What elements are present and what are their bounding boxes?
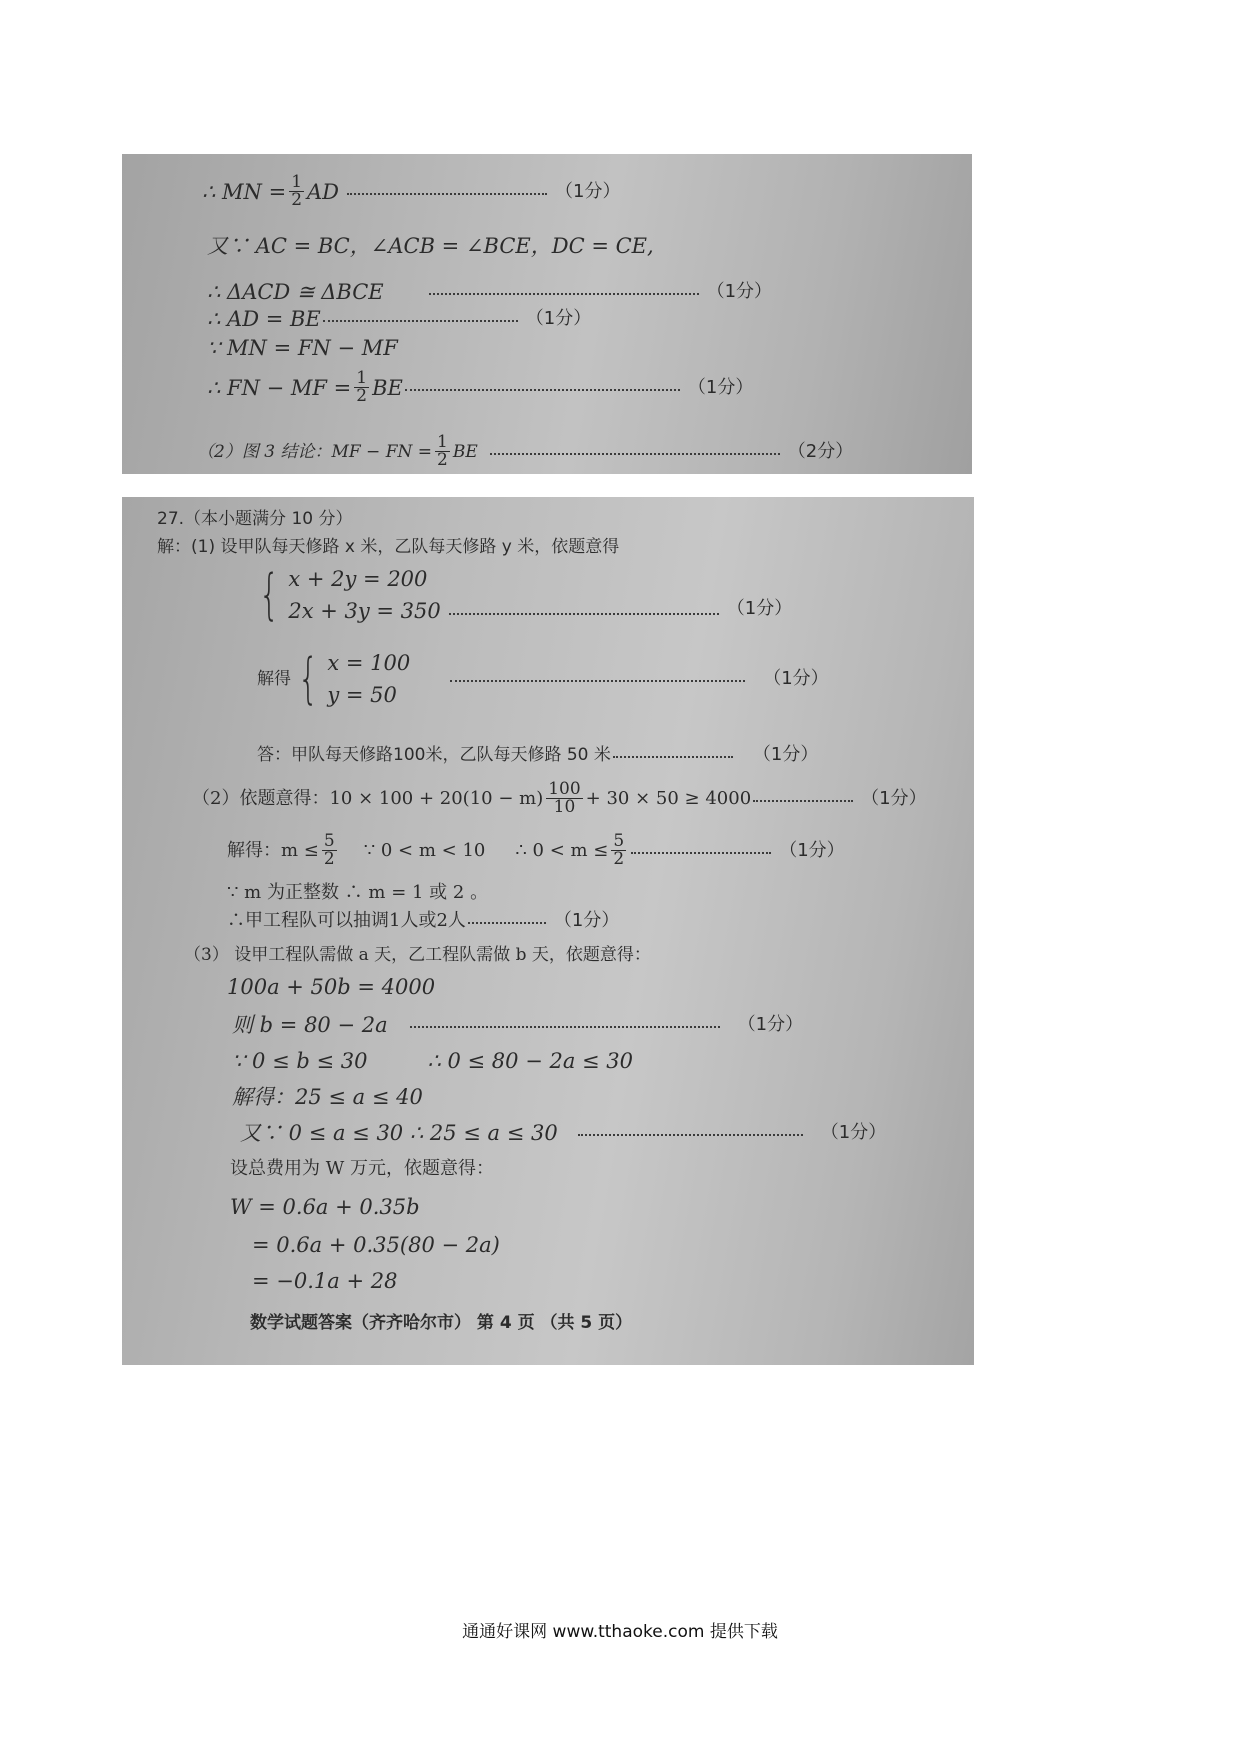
part3-then: 则 b = 80 − 2a （1分） [232,1013,804,1037]
line-mn-half-ad: ∴ MN = $\frac{1}{2}$ AD （1分） [202,172,621,210]
dotted-leader [405,389,680,391]
part3-setup: （3） 设甲工程队需做 a 天，乙工程队需做 b 天，依题意得： [184,945,651,965]
left-brace-icon: { [258,563,280,626]
line-fn-minus-mf: ∴ FN − MF = $\frac{1}{2}$ BE （1分） [207,368,754,406]
line-figure3-conclusion: （2）图 3 结论：MF − FN = $\frac{1}{2}$ BE （2分） [197,432,854,470]
fraction: $\frac{5}{2}$ [613,831,625,869]
solution-system: 解得 { x = 100 y = 50 （1分） [257,647,829,710]
dotted-leader [450,680,745,682]
site-footer: 通通好课网 www.tthaoke.com 提供下载 [462,1622,778,1642]
dotted-leader [578,1134,803,1136]
part1-answer: 答：甲队每天修路100米，乙队每天修路 50 米 （1分） [257,744,819,765]
line-congruent: ∴ ΔACD ≅ ΔBCE （1分） [207,280,773,304]
part3-equation: 100a + 50b = 4000 [227,975,436,999]
fraction: $\frac{100}{10}$ [548,779,581,817]
answer-photo-part-1 [122,154,972,474]
answer-photo-part-2 [122,497,974,1365]
fraction: $\frac{1}{2}$ [291,172,303,210]
part2-conclusion: ∴甲工程队可以抽调1人或2人 （1分） [227,910,620,931]
part3-range: 又∵ 0 ≤ a ≤ 30 ∴ 25 ≤ a ≤ 30 （1分） [240,1121,887,1145]
dotted-leader [468,922,546,924]
part2-solve: 解得：m ≤ $\frac{5}{2}$ ∵ 0 < m < 10 ∴ 0 < m ≤ $\frac{5}{2}$ （1分） [227,831,845,869]
equation-system: { x + 2y = 200 2x + 3y = 350 （1分） [258,563,793,626]
part3-solution: 解得：25 ≤ a ≤ 40 [232,1085,423,1109]
dotted-leader [410,1026,720,1028]
part3-w-eq3: = −0.1a + 28 [252,1269,398,1293]
part3-cost-setup: 设总费用为 W 万元，依题意得： [230,1158,494,1179]
dotted-leader [429,293,699,295]
question-27-header: 27.（本小题满分 10 分） [157,509,353,529]
dotted-leader [323,320,518,322]
dotted-leader [613,756,733,758]
page-footer: 数学试题答案（齐齐哈尔市） 第 4 页 （共 5 页） [250,1313,633,1333]
line-given-conditions: 又∵ AC = BC，∠ACB = ∠BCE，DC = CE, [207,234,654,258]
part2-integer: ∵ m 为正整数 ∴ m = 1 或 2 。 [227,882,489,903]
part3-w-eq2: = 0.6a + 0.35(80 − 2a) [252,1233,500,1257]
fraction: $\frac{1}{2}$ [437,432,448,470]
part2-inequality: （2）依题意得：10 × 100 + 20(10 − m) $\frac{100}{10}$ + 30 × 50 ≥ 4000 （1分） [192,779,927,817]
part3-constraint: ∵ 0 ≤ b ≤ 30 ∴ 0 ≤ 80 − 2a ≤ 30 [232,1049,634,1073]
dotted-leader [490,453,780,455]
dotted-leader [753,800,853,802]
dotted-leader [631,852,771,854]
part1-setup: 解：(1) 设甲队每天修路 x 米，乙队每天修路 y 米，依题意得 [157,537,620,557]
fraction: $\frac{1}{2}$ [356,368,368,406]
left-brace-icon: { [297,647,319,710]
line-mn-eq: ∵ MN = FN − MF [207,336,398,360]
fraction: $\frac{5}{2}$ [323,831,335,869]
line-ad-eq-be: ∴ AD = BE （1分） [207,307,592,331]
part3-w-eq1: W = 0.6a + 0.35b [230,1195,420,1219]
dotted-leader [347,193,547,195]
dotted-leader [449,613,719,615]
